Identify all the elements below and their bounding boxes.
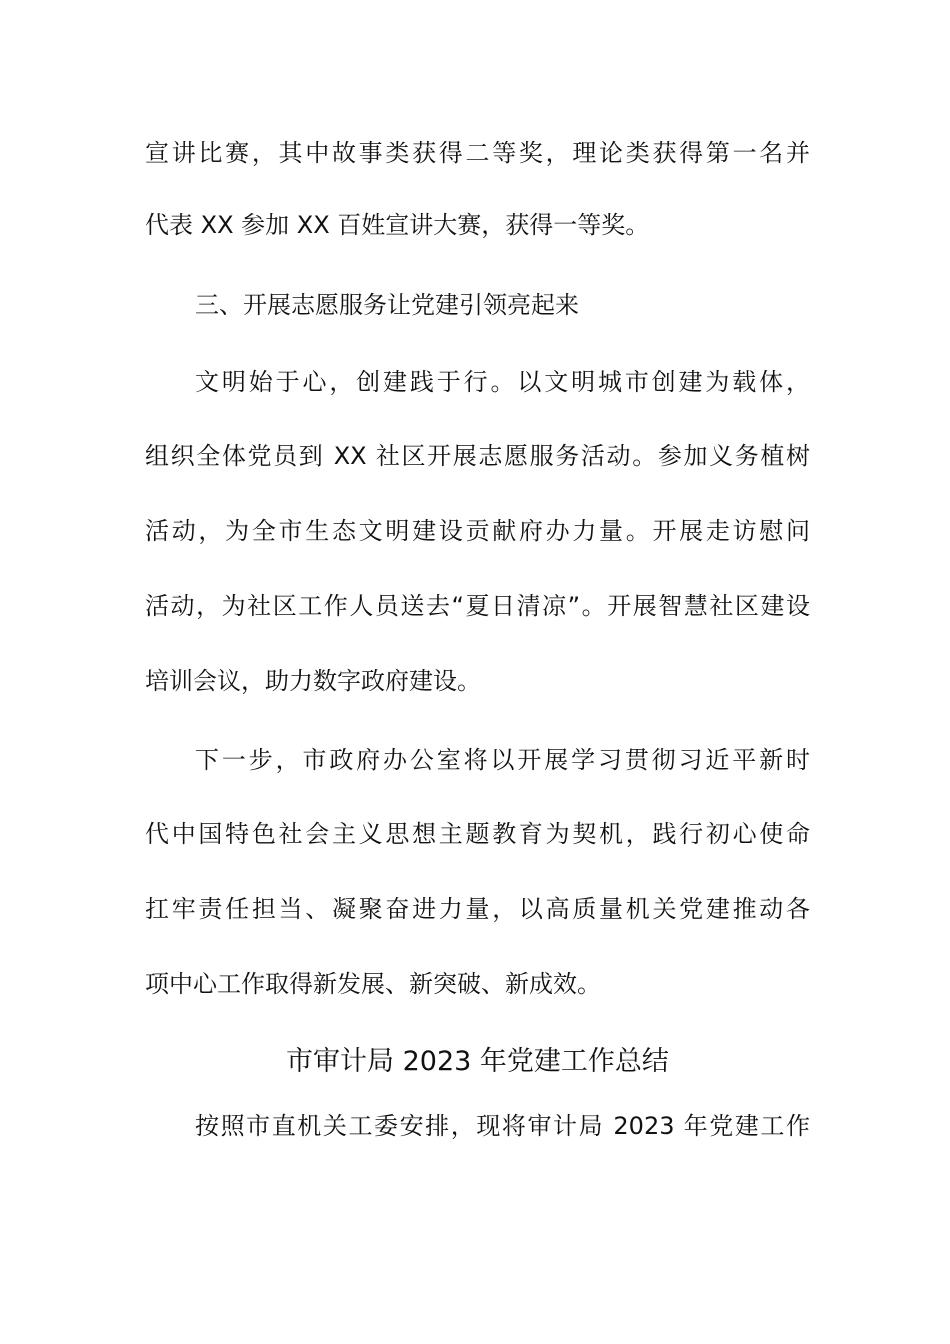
paragraph-line: 项中心工作取得新发展、新突破、新成效。	[145, 970, 601, 998]
paragraph-line: 扛牢责任担当、凝聚奋进力量，以高质量机关党建推动各	[145, 895, 810, 923]
paragraph-line: 代表 XX 参加 XX 百姓宣讲大赛，获得一等奖。	[145, 211, 650, 239]
paragraph-line: 活动，为社区工作人员送去“夏日清凉”。开展智慧社区建设	[145, 592, 810, 620]
paragraph-line: 活动，为全市生态文明建设贡献府办力量。开展走访慰问	[145, 517, 810, 545]
paragraph-line: 宣讲比赛，其中故事类获得二等奖，理论类获得第一名并	[145, 139, 810, 167]
paragraph-line: 文明始于心，创建践于行。以文明城市创建为载体，	[195, 368, 810, 396]
paragraph-line: 培训会议，助力数字政府建设。	[145, 667, 481, 695]
paragraph-line: 下一步，市政府办公室将以开展学习贯彻习近平新时	[195, 746, 810, 774]
paragraph-line: 代中国特色社会主义思想主题教育为契机，践行初心使命	[145, 820, 810, 848]
paragraph-line: 组织全体党员到 XX 社区开展志愿服务活动。参加义务植树	[145, 442, 810, 470]
section-heading: 三、开展志愿服务让党建引领亮起来	[195, 291, 579, 319]
document-title: 市审计局 2023 年党建工作总结	[286, 1046, 669, 1077]
paragraph-line: 按照市直机关工委安排，现将审计局 2023 年党建工作	[195, 1112, 810, 1140]
